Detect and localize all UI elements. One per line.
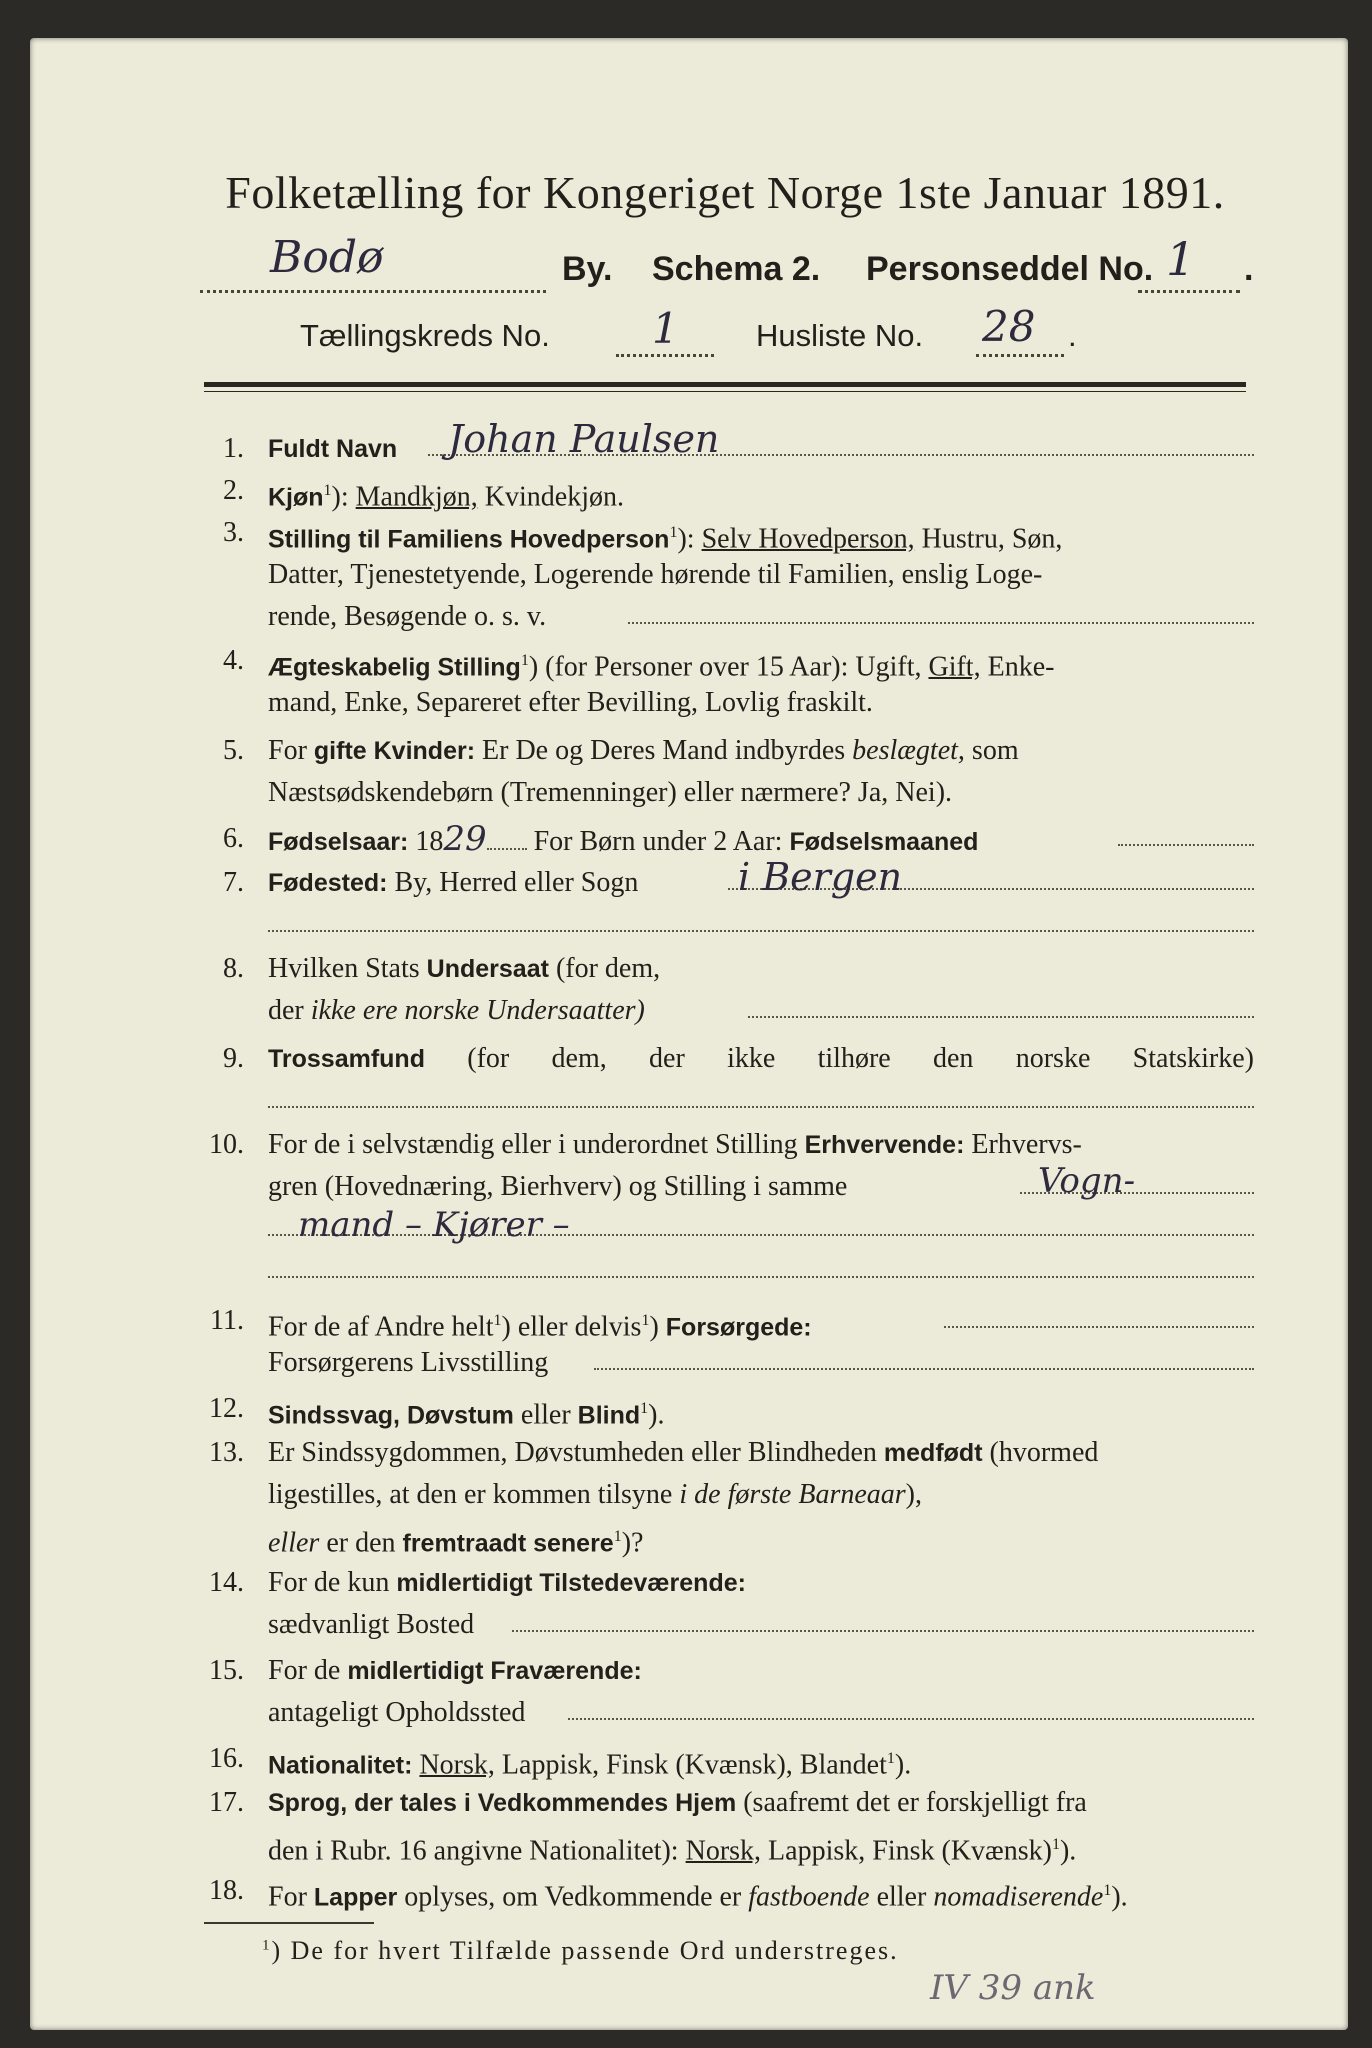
footnote: $^1$) De for hvert Tilfælde passende Ord understreges. (262, 1936, 899, 1965)
nationality-selected: Norsk, (419, 1749, 495, 1781)
census-form-sheet: Folketælling for Kongeriget Norge 1ste Januar 1891. Bodø By. Schema 2. Personseddel No. 1 . Tællingskreds No. 1 Husliste No. 28 . 1. Fuldt Navn Johan Paulsen 2. Kjøn$^1$): Mandkjøn, Kvindekjøn. 3. Stilling til Familiens Hovedperson$^1$): Selv Hovedperson, Hustru, Søn, Datter, Tjenestetyende, Logerende hørende til Familien, enslig Loge- rende, Besøgende o. s. v. 4. Ægteskabelig Stilling$^1$) (for Personer over 15 Aar): Ugift, Gift, Enke- mand, Enke, Separeret efter Bevilling, Lovlig fraskilt. 5. For gifte Kvinder: Er De og Deres Mand indbyrdes beslægtet, som Næstsødskendebørn (Tremenninger) eller nærmere? Ja, Nei). 6. Fødselsaar: 1829 For Børn under 2 Aar: Fødselsmaaned 7. Fødested: By, Herred eller Sogn i Bergen 8. Hvilken Stats Undersaat (for dem, der ikke ere norske Undersaatter) 9. Trossamfund (for dem, der ikke tilhøre den norske Statskirke) 10. For de i selvstændig eller i underordnet Stilling Erhvervende: Erhvervs- gren (Hovednæring, Bierhverv) og Stilling i samme Vogn- mand – Kjører – 11. For de af Andre helt$^1$) eller delvis$^1$) Forsørgede: Forsørgerens Livsstilling 12. Sindssvag, Døvstum eller Blind$^1$). 13. Er Sindssygdommen, Døvstumheden eller Blindheden medfødt (hvormed ligestilles, at den er kommen tilsyne i de første Barneaar), eller er den fremtraadt senere$^1$)? 14. For de kun midlertidigt Tilstedeværende: sædvanligt Bosted 15. For de midlertidigt Fraværende: antageligt Opholdssted 16. Nationalitet: Norsk, Lappisk, Finsk (Kvænsk), Blandet$^1$). 17. Sprog, der tales i Vedkommendes Hjem (saafremt det er forskjelligt fra den i Rubr. 16 angivne Nationalitet): Norsk, Lappisk, Finsk (Kvænsk)$^1$). 18. For Lapper oplyses, om Vedkommende er fastboende eller nomadiserende$^1$). $^1$) De for hvert Tilfælde passende Ord understreges. IV 39 ank (30, 38, 1348, 2030)
form-title: Folketælling for Kongeriget Norge 1ste Januar 1891. (225, 167, 1225, 218)
header-rule-thin (204, 391, 1246, 392)
occupation-value-a: Vogn- (1038, 1161, 1136, 1201)
margin-note-handwritten: IV 39 ank (930, 1968, 1096, 2008)
birth-year-value: 29 (443, 819, 487, 859)
header-row-by: Bodø By. Schema 2. Personseddel No. 1 . (200, 250, 1260, 300)
language-selected: Norsk, (685, 1835, 762, 1867)
occupation-value-b: mand – Kjører – (298, 1205, 570, 1245)
tellingskreds-number: 1 (652, 304, 679, 353)
header-row-kreds: Tællingskreds No. 1 Husliste No. 28 . (300, 318, 1200, 368)
husliste-label: Husliste No. (756, 318, 924, 353)
position-selected: Selv Hovedperson, (701, 523, 915, 555)
full-name-value: Johan Paulsen (448, 417, 720, 461)
personseddel-number: 1 (1166, 232, 1196, 286)
gender-selected: Mandkjøn, (355, 481, 478, 513)
footnote-rule (204, 1922, 374, 1924)
by-name-handwritten: Bodø (270, 232, 384, 283)
husliste-number: 28 (982, 302, 1036, 351)
marital-selected: Gift, (928, 651, 981, 683)
tellingskreds-label: Tællingskreds No. (300, 318, 550, 353)
by-label: By. (562, 250, 613, 288)
schema-label: Schema 2. (652, 250, 821, 288)
birthplace-value: i Bergen (738, 855, 903, 899)
personseddel-label: Personseddel No. (866, 250, 1154, 288)
header-rule-thick (204, 382, 1246, 387)
